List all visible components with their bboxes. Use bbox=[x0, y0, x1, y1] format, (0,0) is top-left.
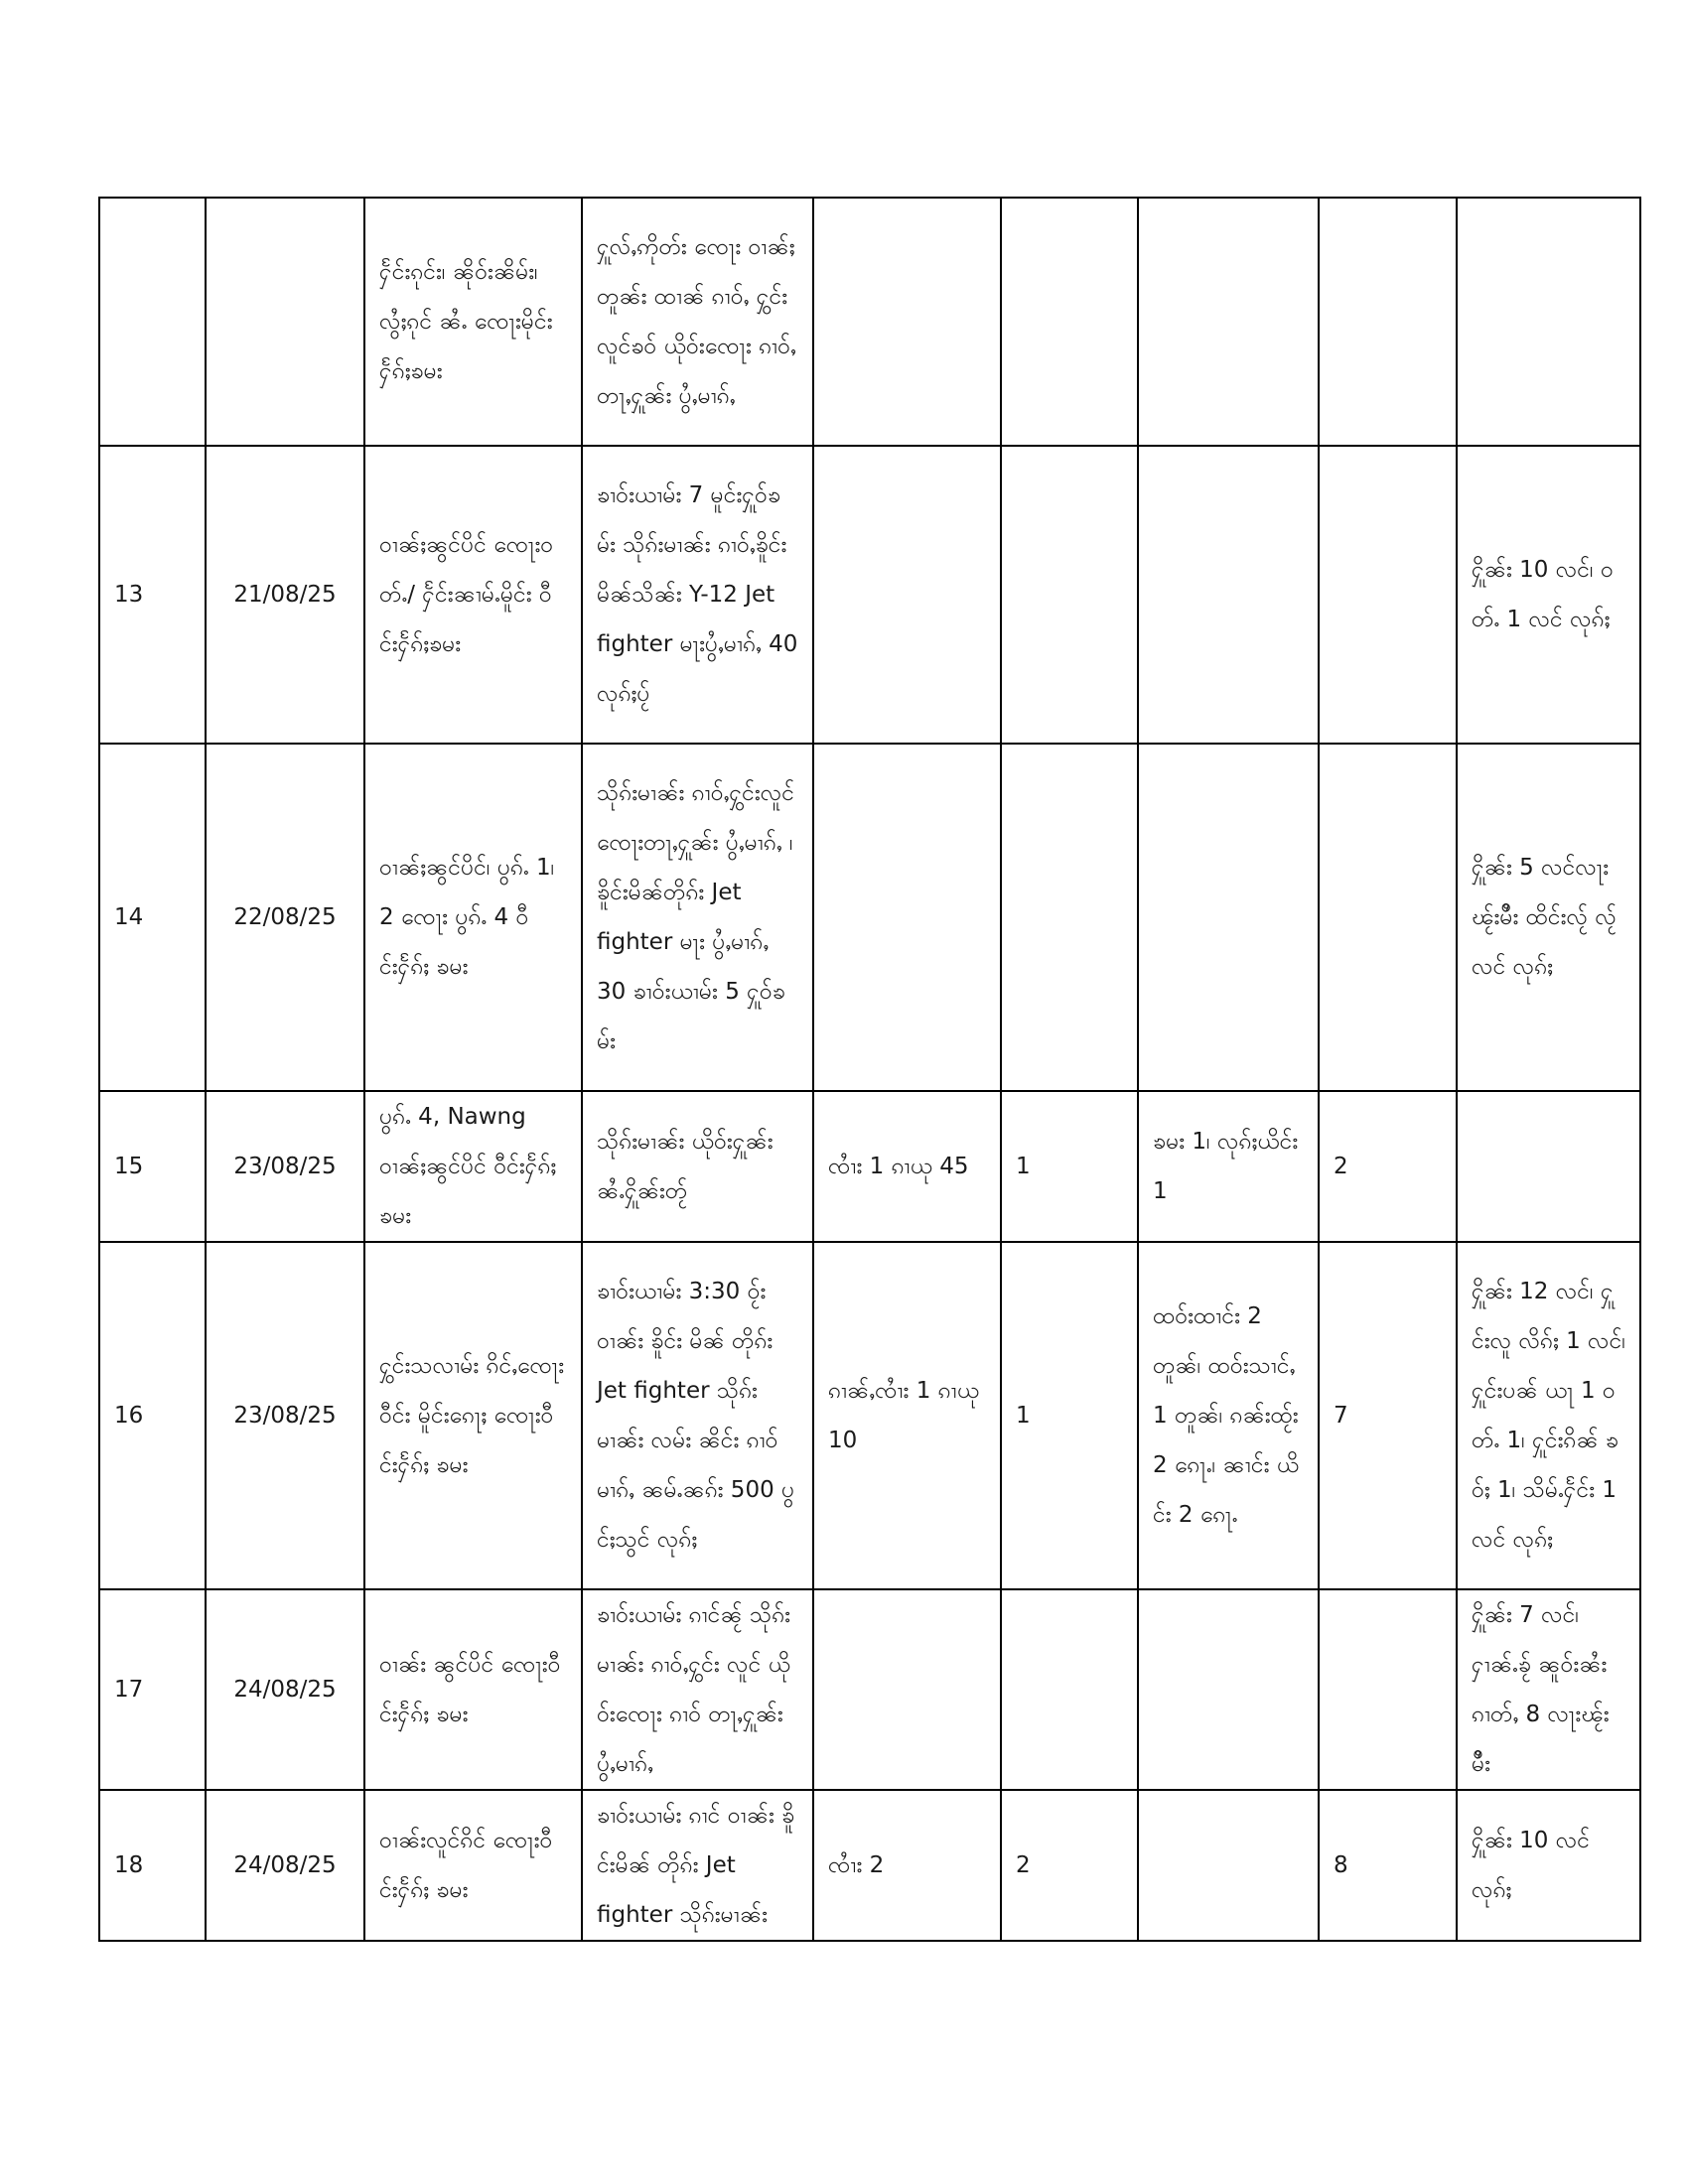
table-row bbox=[99, 1091, 1640, 1242]
table-row bbox=[99, 1790, 1640, 1941]
table-row bbox=[99, 446, 1640, 744]
row-injured-count: 8 bbox=[1319, 1790, 1457, 1941]
row-place: ႁႅင်းၵုင်း၊ ၼိုဝ်းၼိမ်း၊ လွႆႈၵုင် ၼႆႉ ၸေႃးမိုင်း ႁႅၵ်ႈၶမး bbox=[364, 198, 582, 446]
row-casualty: ၵၢၼ်ႇၸၢႆး 1 ၵၢယု 10 bbox=[813, 1242, 1001, 1589]
row-injured: ထဝ်းထၢင်း 2 တူၼ်၊ ထဝ်းသၢင်ႇ 1 တူၼ်၊ ၵၼ်းထႂ်း 2 ၵေႃႉ၊ ၼၢင်း ယိင်း 2 ၵေႃႉ bbox=[1138, 1242, 1319, 1589]
row-place: ဝၢၼ်ႈၼွင်ပိင် ၸေႃးဝတ်ႉ/ ႁႅင်းၼၢမ်ႉမိူင်း ဝီင်းႁႅၵ်ႈၶမး bbox=[364, 446, 582, 744]
row-injured bbox=[1138, 198, 1319, 446]
incident-table-page bbox=[98, 197, 1639, 1942]
row-injured bbox=[1138, 446, 1319, 744]
row-place: ဝၢၼ်ႈၼွင်ပိင်၊ ပွၵ်ႉ 1၊ 2 ၸေႃး ပွၵ်ႉ 4 ဝီင်းႁႅၵ်ႈ ၶမး bbox=[364, 744, 582, 1091]
row-injured bbox=[1138, 1589, 1319, 1790]
row-damage: ႁိူၼ်း 12 လင်၊ ႁူင်းလူ လိၵ်ႈ 1 လင်၊ ႁူင်းပၼ် ယႃ 1 ဝတ်ႉ 1၊ ႁူင်းၵိၼ် ၶဝ်ႈ 1၊ သိမ်ႉႁႅင်း 1 လင် လုၵ်ႈ bbox=[1457, 1242, 1640, 1589]
table-row bbox=[99, 1242, 1640, 1589]
row-date bbox=[206, 198, 364, 446]
row-count: 1 bbox=[1001, 1091, 1138, 1242]
row-place: ႁွင်းသလၢမ်း ၵိင်ႇၸေႃးဝီင်း မိူင်းၵေႃႈ ၸေႃးဝီင်းႁႅၵ်ႈ ၶမး bbox=[364, 1242, 582, 1589]
row-date: 23/08/25 bbox=[206, 1242, 364, 1589]
row-injured-count bbox=[1319, 446, 1457, 744]
row-number bbox=[99, 198, 206, 446]
row-injured: ၶမး 1၊ လုၵ်ႈယိင်း 1 bbox=[1138, 1091, 1319, 1242]
row-damage: ႁိူၼ်း 10 လင် လုၵ်ႈ bbox=[1457, 1790, 1640, 1941]
table-row bbox=[99, 1589, 1640, 1790]
row-count: 2 bbox=[1001, 1790, 1138, 1941]
table-row bbox=[99, 198, 1640, 446]
row-event: ၶၢဝ်းယၢမ်း ၵၢင် ဝၢၼ်း ၶိူင်းမိၼ် တိုၵ်း Jet fighter သိုၵ်းမၢၼ်း bbox=[582, 1790, 813, 1941]
row-number: 17 bbox=[99, 1589, 206, 1790]
row-date: 24/08/25 bbox=[206, 1589, 364, 1790]
row-injured-count: 2 bbox=[1319, 1091, 1457, 1242]
row-place: ပွၵ်ႉ 4, Nawng ဝၢၼ်ႈၼွင်ပိင် ဝီင်းႁႅၵ်ႈ ၶမး bbox=[364, 1091, 582, 1242]
row-injured-count bbox=[1319, 198, 1457, 446]
row-event: သိုၵ်းမၢၼ်း ၵၢဝ်ႇႁွင်းလူင် ၸေႃးတႃႇႁူၼ်း ပွႆႇမၢၵ်ႇ ၊ ၶိူင်းမိၼ်တိုၵ်း Jet fighter မႃး ပွႆႇမၢၵ်ႇ 30 ၶၢဝ်းယၢမ်း 5 ႁူဝ်ၶမ်း bbox=[582, 744, 813, 1091]
row-injured-count bbox=[1319, 1589, 1457, 1790]
row-date: 24/08/25 bbox=[206, 1790, 364, 1941]
row-count bbox=[1001, 198, 1138, 446]
row-casualty: ၸၢႆး 1 ၵၢယု 45 bbox=[813, 1091, 1001, 1242]
row-injured-count: 7 bbox=[1319, 1242, 1457, 1589]
row-count bbox=[1001, 446, 1138, 744]
row-damage: ႁိူၼ်း 7 လင်၊ ႁၢၼ်ႉၶႂ် ၼူဝ်းၼႆး ၵၢတ်ႇ 8 လႃးၽႂ်းမိႆး bbox=[1457, 1589, 1640, 1790]
row-casualty bbox=[813, 198, 1001, 446]
row-count: 1 bbox=[1001, 1242, 1138, 1589]
row-injured-count bbox=[1319, 744, 1457, 1091]
row-number: 15 bbox=[99, 1091, 206, 1242]
row-place: ဝၢၼ်း ၼွင်ပိင် ၸေႃးဝီင်းႁႅၵ်ႈ ၶမး bbox=[364, 1589, 582, 1790]
row-injured bbox=[1138, 1790, 1319, 1941]
row-count bbox=[1001, 1589, 1138, 1790]
row-event: ၶၢဝ်းယၢမ်း ၵၢင်ၼႂ် သိုၵ်း မၢၼ်း ၵၢဝ်ႇႁွင်း လူင် ယိုဝ်းၸေႃး ၵၢဝ် တႃႇႁူၼ်း ပွႆႇမၢၵ်ႇ bbox=[582, 1589, 813, 1790]
row-injured bbox=[1138, 744, 1319, 1091]
row-casualty bbox=[813, 1589, 1001, 1790]
row-damage: ႁိူၼ်း 10 လင်၊ ဝတ်ႉ 1 လင် လုၵ်ႈ bbox=[1457, 446, 1640, 744]
row-casualty bbox=[813, 744, 1001, 1091]
row-place: ဝၢၼ်းလူင်ၵိင် ၸေႃးဝီင်းႁႅၵ်ႈ ၶမး bbox=[364, 1790, 582, 1941]
row-event: ၶၢဝ်းယၢမ်း 7 မူင်းႁူဝ်ၶမ်း သိုၵ်းမၢၼ်း ၵၢဝ်ႇၶိူင်း မိၼ်သိၼ်း Y-12 Jet fighter မႃးပွႆႇမၢၵ်ႇ 40 လုၵ်ႈပႂ် bbox=[582, 446, 813, 744]
row-date: 22/08/25 bbox=[206, 744, 364, 1091]
row-date: 21/08/25 bbox=[206, 446, 364, 744]
row-date: 23/08/25 bbox=[206, 1091, 364, 1242]
row-event: ၶၢဝ်းယၢမ်း 3:30 ဝႂ်းဝၢၼ်း ၶိူင်း မိၼ် တိုၵ်း Jet fighter သိုၵ်း မၢၼ်း လမ်း ၼိင်း ၵၢဝ်မၢၵ်ႇ ၼမ်ႉၼၵ်း 500 ပွင်ႈသွင် လုၵ်ႈ bbox=[582, 1242, 813, 1589]
table-row bbox=[99, 744, 1640, 1091]
row-damage bbox=[1457, 198, 1640, 446]
row-damage: ႁိူၼ်း 5 လင်လႃး ၽႂ်းမိႆး ထိင်းလႂ် လႂ်လင် လုၵ်ႈ bbox=[1457, 744, 1640, 1091]
row-number: 18 bbox=[99, 1790, 206, 1941]
row-event: ႁူလ်ႇဢိုတ်း ၸေႃး ဝၢၼ်ႈ တူၼ်း ထၢၼ် ၵၢဝ်ႇ ႁွင်းလူင်ၶဝ် ယိုဝ်းၸေႃး ၵၢဝ်ႇတႃႇႁူၼ်း ပွႆႇမၢၵ်ႇ bbox=[582, 198, 813, 446]
row-number: 13 bbox=[99, 446, 206, 744]
row-damage bbox=[1457, 1091, 1640, 1242]
row-number: 16 bbox=[99, 1242, 206, 1589]
row-casualty: ၸၢႆး 2 bbox=[813, 1790, 1001, 1941]
row-event: သိုၵ်းမၢၼ်း ယိုဝ်းႁူၼ်း ၼႆႉႁိူၼ်းတႂ် bbox=[582, 1091, 813, 1242]
row-count bbox=[1001, 744, 1138, 1091]
row-casualty bbox=[813, 446, 1001, 744]
row-number: 14 bbox=[99, 744, 206, 1091]
incident-table-body bbox=[99, 198, 1640, 1941]
incident-table bbox=[98, 197, 1641, 1942]
